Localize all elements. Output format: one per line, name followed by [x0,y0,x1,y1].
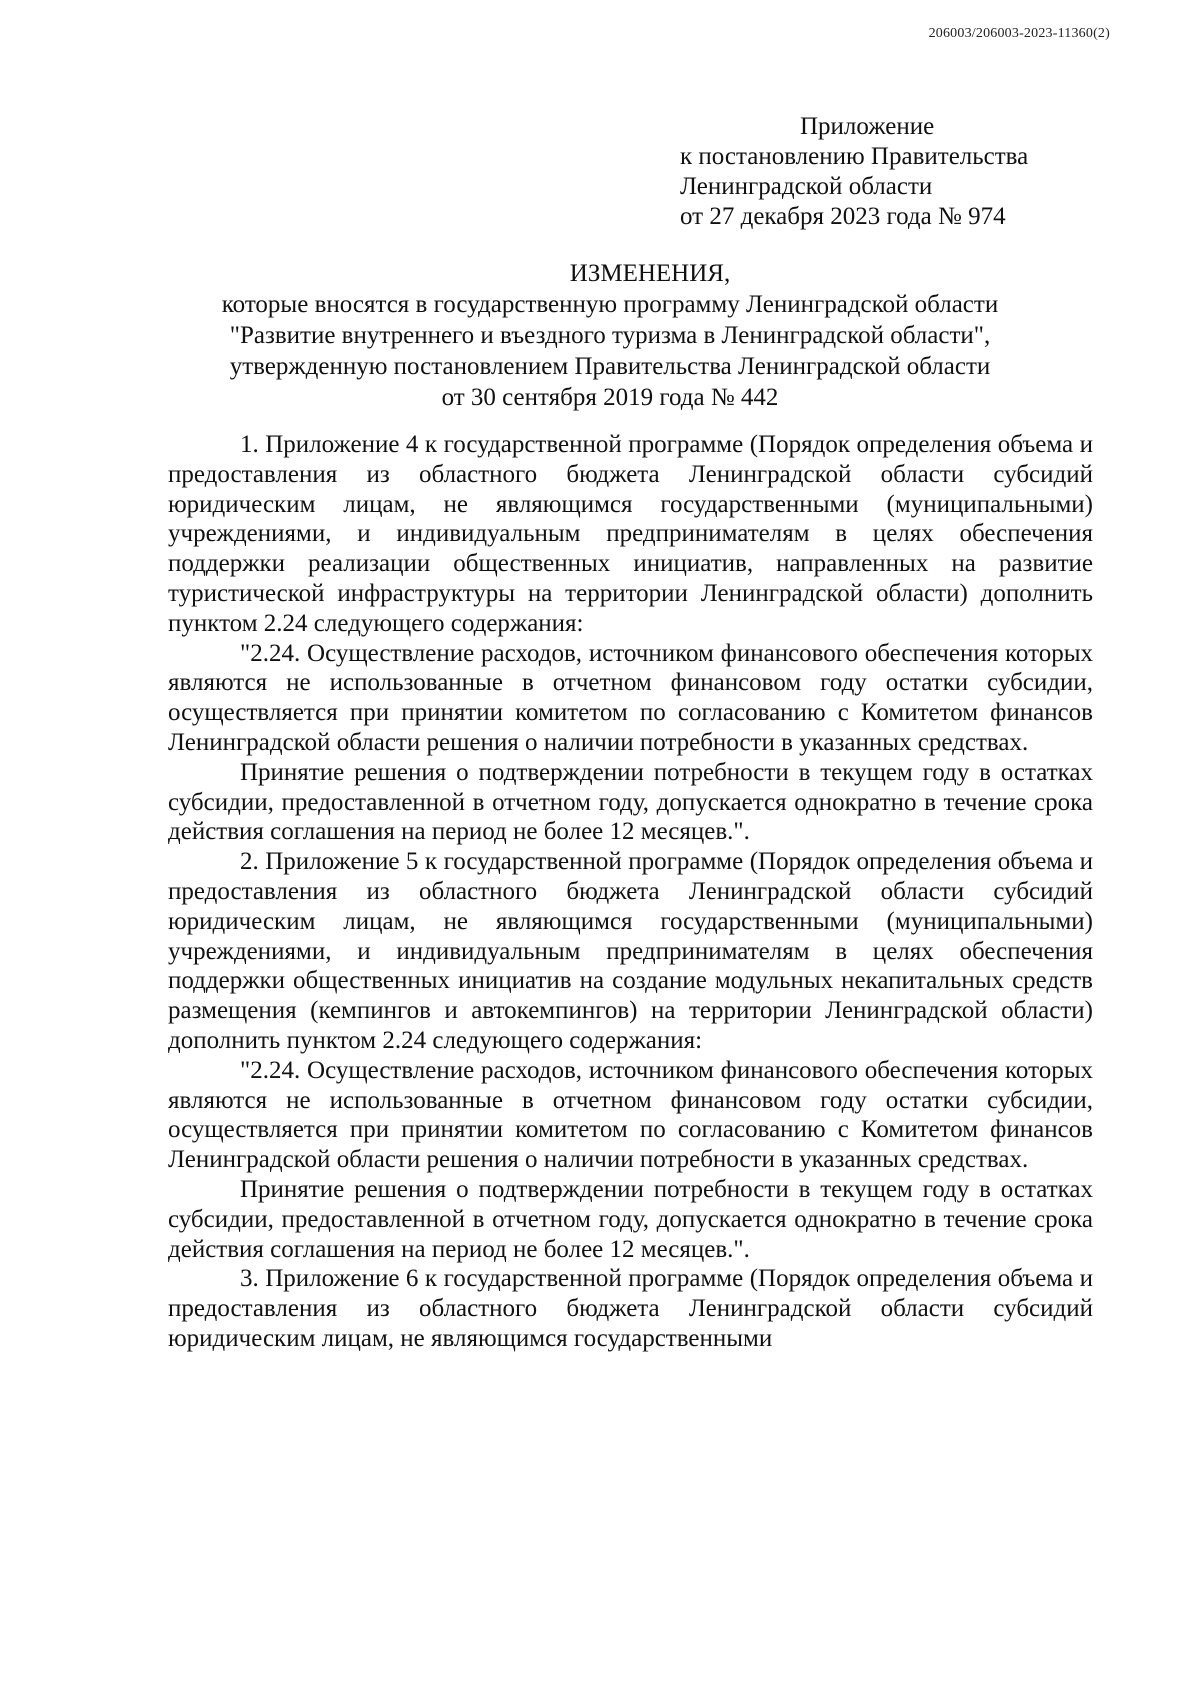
title-line-4: от 30 сентября 2019 года № 442 [441,384,779,411]
appendix-resolution-line: к постановлению Правительства [680,143,1029,170]
paragraph-4: 2. Приложение 5 к государственной программе (Порядок определения объема и предоставления из областного бюджета Ленинградской области субсидий юридическим лицам, не являющимся государственными (муниципальными) учреждениями, и индивидуальным предпринимателям в целях обеспечения поддержки общественных инициатив на создание модульных некапитальных средств размещения (кемпингов и автокемпингов) на территории Ленинградской области) дополнить пунктом 2.24 следующего содержания: [168,848,1093,1054]
appendix-region-line: Ленинградской области [680,173,933,200]
appendix-date-line: от 27 декабря 2023 года № 974 [680,203,1006,230]
paragraph-5: "2.24. Осуществление расходов, источником финансового обеспечения которых являются не использованные в отчетном финансовом году остатки субсидии, осуществляется при принятии комитетом по согласованию с Комитетом финансов Ленинградской области решения о наличии потребности в указанных средствах. [168,1056,1093,1174]
document-body [168,430,1093,1354]
paragraph-1: 1. Приложение 4 к государственной программе (Порядок определения объема и предоставления из областного бюджета Ленинградской области субсидий юридическим лицам, не являющимся государственными (муниципальными) учреждениями, и индивидуальным предпринимателям в целях обеспечения поддержки реализации общественных инициатив, направленных на развитие туристической инфраструктуры на территории Ленинградской области) дополнить пунктом 2.24 следующего содержания: [168,431,1093,637]
document-title [130,258,1090,413]
appendix-header [680,112,1100,232]
paragraph-7: 3. Приложение 6 к государственной программе (Порядок определения объема и предоставления из областного бюджета Ленинградской области субсидий юридическим лицам, не являющимся государственными [168,1265,1093,1352]
title-line-1: которые вносятся в государственную программу Ленинградской области [221,291,999,318]
appendix-label: Приложение [800,113,935,140]
title-heading: ИЗМЕНЕНИЯ, [569,260,731,287]
document-registration-code: 206003/206003-2023-11360(2) [928,26,1110,41]
paragraph-6: Принятие решения о подтверждении потребности в текущем году в остатках субсидии, предоставленной в отчетном году, допускается однократно в течение срока действия соглашения на период не более 12 месяцев.". [168,1175,1093,1263]
title-line-2: "Развитие внутреннего и въездного туризма в Ленинградской области", [229,322,991,349]
paragraph-2: "2.24. Осуществление расходов, источником финансового обеспечения которых являются не использованные в отчетном финансовом году остатки субсидии, осуществляется при принятии комитетом по согласованию с Комитетом финансов Ленинградской области решения о наличии потребности в указанных средствах. [168,639,1093,756]
title-line-3: утвержденную постановлением Правительства Ленинградской области [229,353,991,380]
paragraph-3: Принятие решения о подтверждении потребности в текущем году в остатках субсидии, предоставленной в отчетном году, допускается однократно в течение срока действия соглашения на период не более 12 месяцев.". [168,758,1093,846]
